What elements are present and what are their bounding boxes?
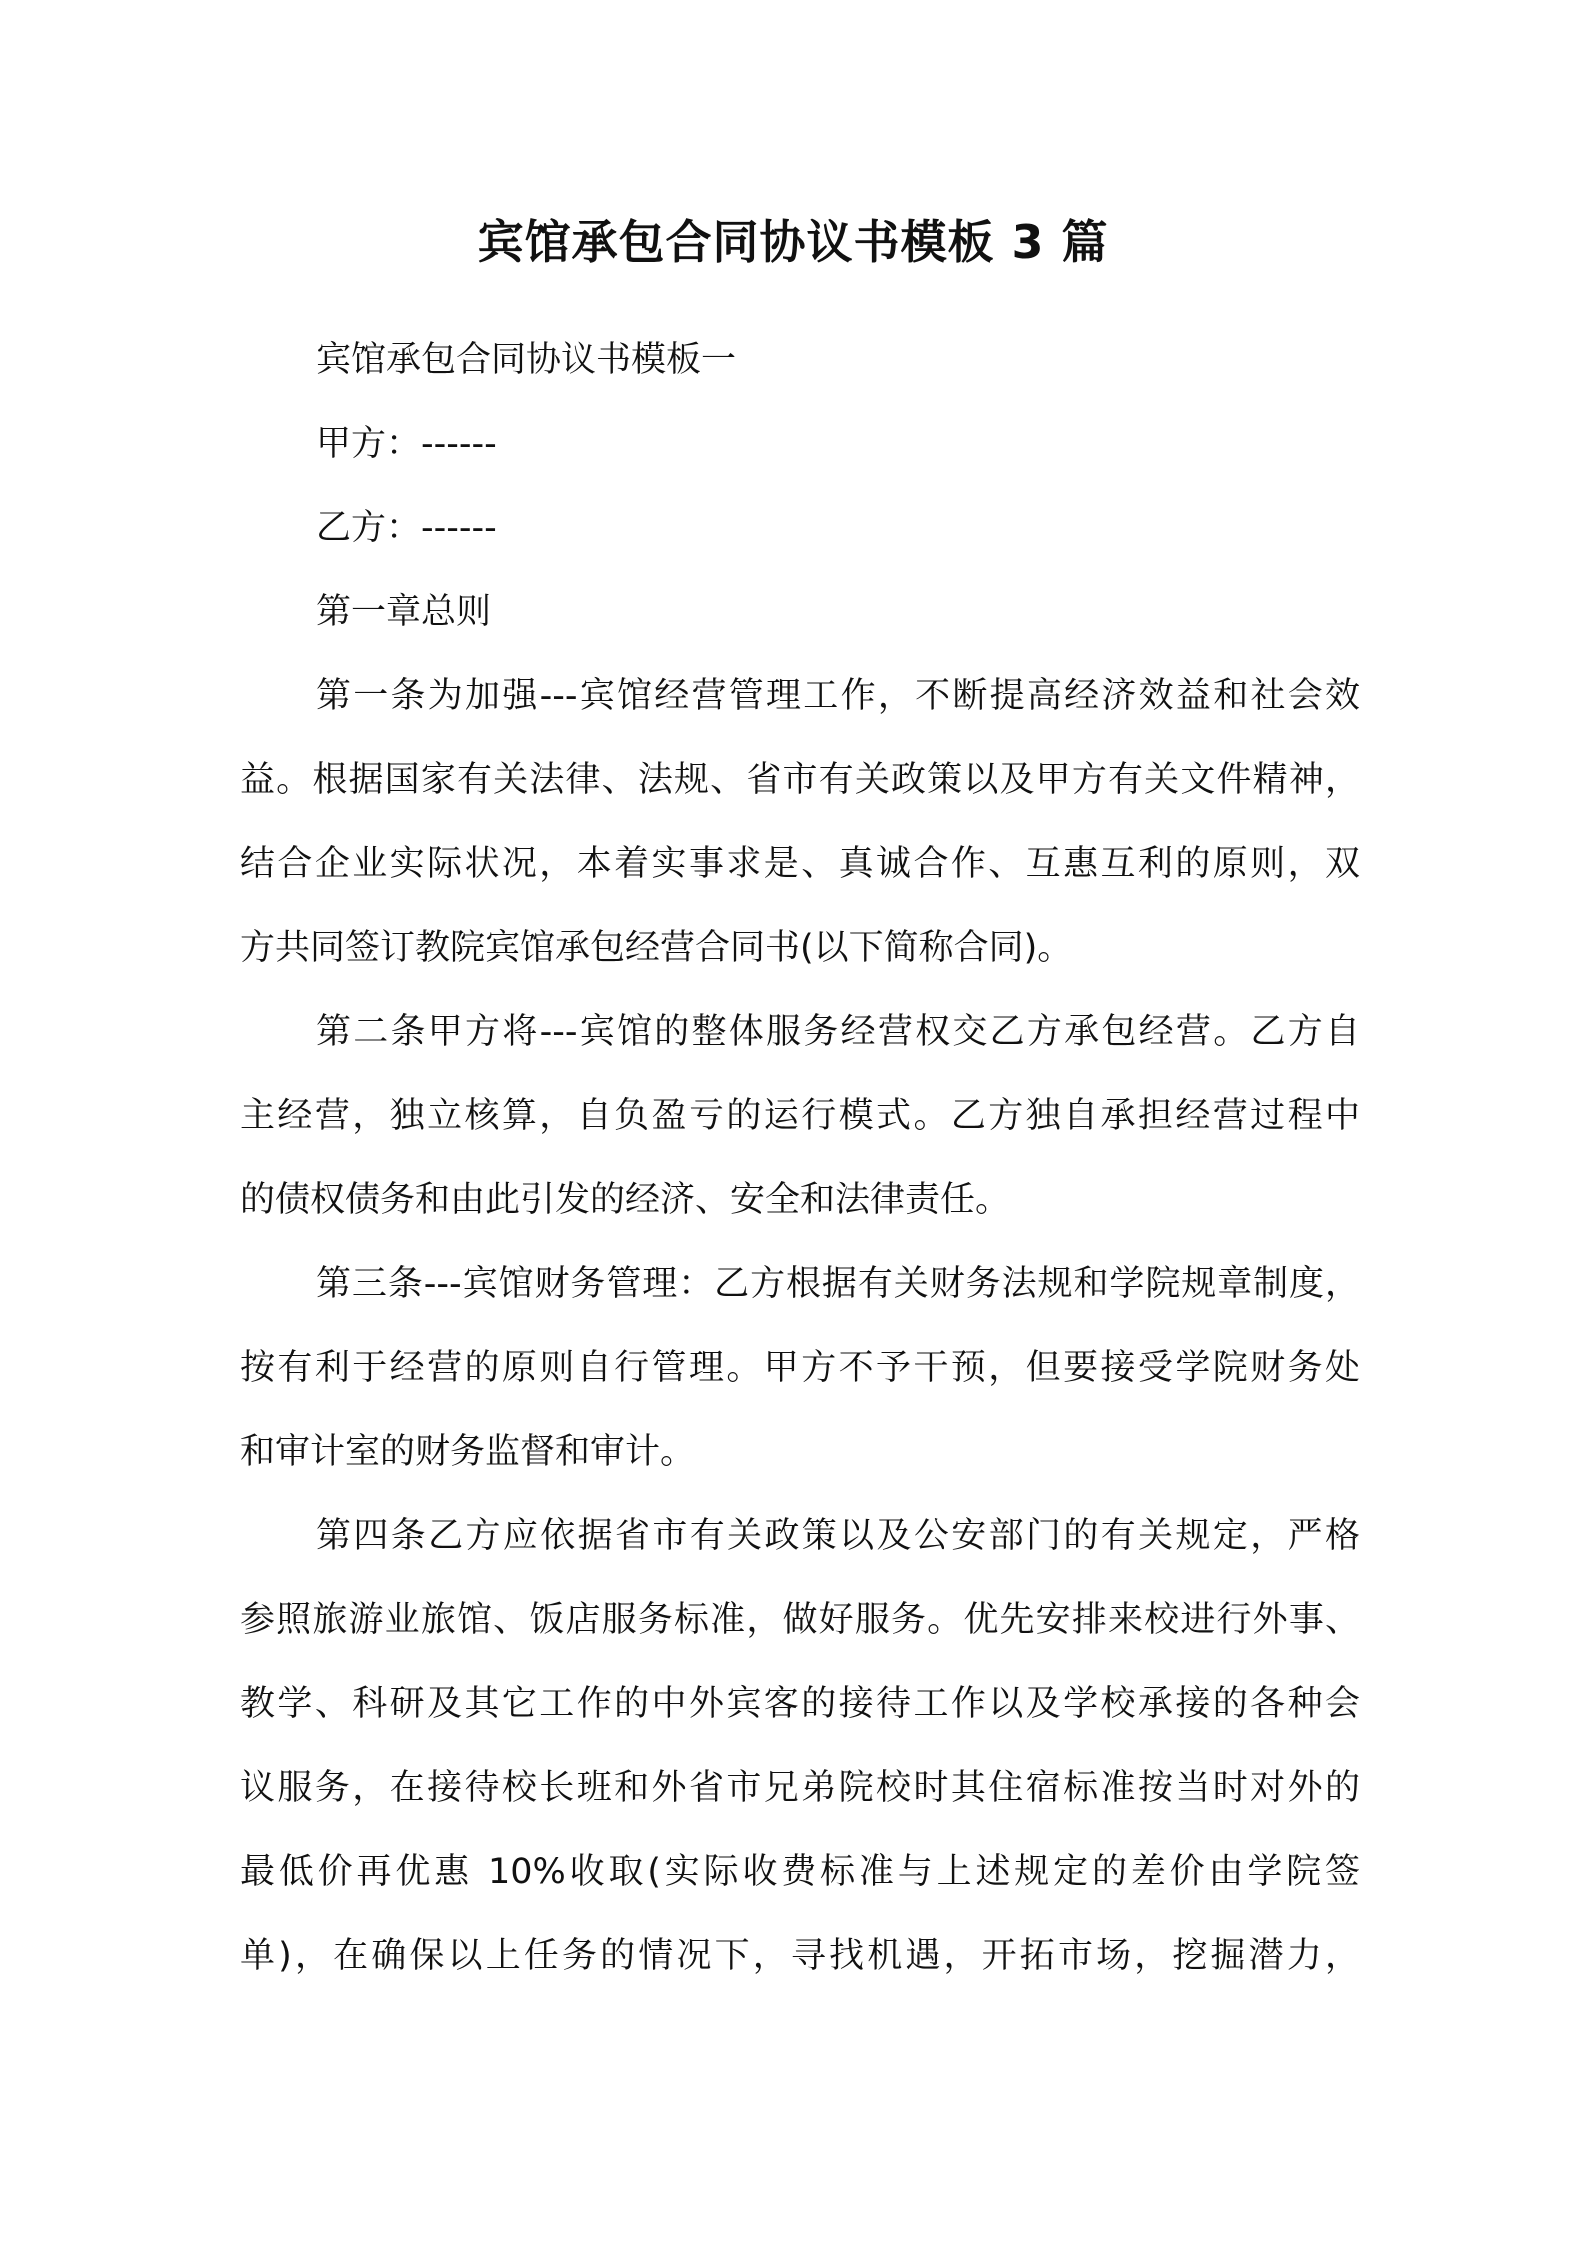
- text-line: 最低价再优惠 10%收取(实际收费标准与上述规定的差价由学院签: [240, 1852, 1360, 1892]
- text-line: 议服务，在接待校长班和外省市兄弟院校时其住宿标准按当时对外的: [240, 1768, 1360, 1808]
- text-line: 主经营，独立核算，自负盈亏的运行模式。乙方独自承担经营过程中: [240, 1096, 1360, 1136]
- text-line: 方共同签订教院宾馆承包经营合同书(以下简称合同)。: [240, 928, 1073, 968]
- text-line: 第四条乙方应依据省市有关政策以及公安部门的有关规定，严格: [316, 1516, 1360, 1556]
- text-line: 教学、科研及其它工作的中外宾客的接待工作以及学校承接的各种会: [240, 1684, 1360, 1724]
- text-line: 第一章总则: [316, 592, 492, 632]
- document-title: 宾馆承包合同协议书模板 3 篇: [477, 215, 1109, 269]
- text-line: 的债权债务和由此引发的经济、安全和法律责任。: [240, 1180, 1011, 1220]
- text-line: 结合企业实际状况，本着实事求是、真诚合作、互惠互利的原则，双: [240, 844, 1360, 884]
- text-line: 宾馆承包合同协议书模板一: [316, 340, 737, 380]
- document-body: [240, 318, 1360, 1998]
- text-line: 按有利于经营的原则自行管理。甲方不予干预，但要接受学院财务处: [240, 1348, 1360, 1388]
- text-line: 和审计室的财务监督和审计。: [240, 1432, 696, 1472]
- text-line: 第三条---宾馆财务管理：乙方根据有关财务法规和学院规章制度，: [316, 1264, 1360, 1304]
- text-line: 益。根据国家有关法律、法规、省市有关政策以及甲方有关文件精神，: [240, 760, 1360, 800]
- text-line: 参照旅游业旅馆、饭店服务标准，做好服务。优先安排来校进行外事、: [240, 1600, 1360, 1640]
- text-line: 第一条为加强---宾馆经营管理工作，不断提高经济效益和社会效: [316, 676, 1360, 716]
- text-line: 乙方：------: [316, 508, 497, 548]
- text-line: 单)，在确保以上任务的情况下，寻找机遇，开拓市场，挖掘潜力，: [240, 1936, 1360, 1976]
- text-line: 甲方：------: [316, 424, 497, 464]
- text-line: 第二条甲方将---宾馆的整体服务经营权交乙方承包经营。乙方自: [316, 1012, 1360, 1052]
